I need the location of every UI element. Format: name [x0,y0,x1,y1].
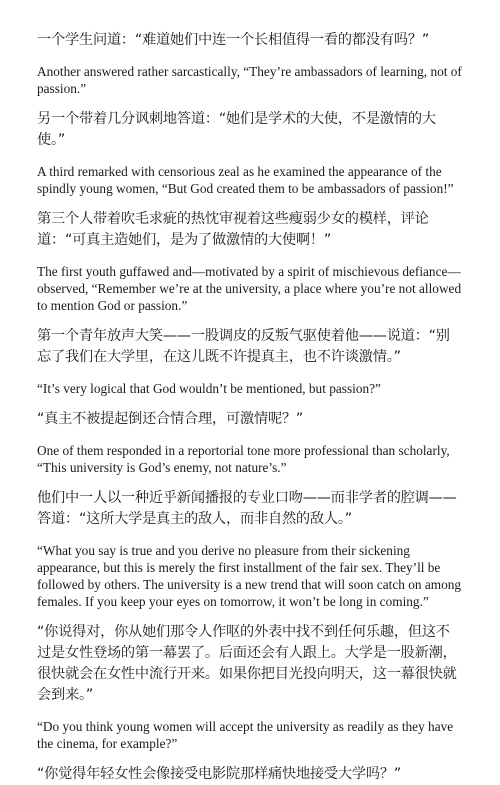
paragraph-en-3: The first youth guffawed and—motivated by a spirit of mischievous defiance—observed, “Remember we’re at the university, a place where you’re not allowed to mention God or passion.” [37,264,462,313]
paragraph-en-5: One of them responded in a reportorial tone more professional than scholarly, “This university is God’s enemy, not nature’s.” [37,443,450,475]
paragraph-zh-8: “你觉得年轻女性会像接受电影院那样痛快地接受大学吗？” [37,766,401,782]
paragraph-zh-3: 第三个人带着吹毛求疵的热忱审视着这些瘦弱少女的模样，评论道：“可真主造她们，是为了做激情的大使啊！” [37,211,429,248]
paragraph-en-2: A third remarked with censorious zeal as he examined the appearance of the spindly young women, “But God created them to be ambassadors of passion!” [37,164,454,196]
paragraph-zh-6: 他们中一人以一种近乎新闻播报的专业口吻——而非学者的腔调——答道：“这所大学是真主的敌人，而非自然的敌人。” [37,490,457,527]
paragraph-en-6: “What you say is true and you derive no pleasure from their sickening appearance, but this is merely the first installment of the fair sex. They’ll be followed by others. The university is a new trend that will soon catch on among females. If you keep your eyes on tomorrow, it won’t be long in coming.” [37,543,462,609]
paragraph-zh-5: “真主不被提起倒还合情合理，可激情呢？” [37,411,304,427]
paragraph-zh-1: 一个学生问道：“难道她们中连一个长相值得一看的都没有吗？” [37,32,429,48]
paragraph-en-1: Another answered rather sarcastically, “They’re ambassadors of learning, not of passion.” [37,64,462,96]
paragraph-en-4: “It’s very logical that God wouldn’t be mentioned, but passion?” [37,381,381,396]
paragraph-zh-2: 另一个带着几分讽刺地答道：“她们是学术的大使，不是激情的大使。” [37,111,436,148]
paragraph-zh-4: 第一个青年放声大笑——一股调皮的反叛气驱使着他——说道：“别忘了我们在大学里，在这儿既不许提真主，也不许谈激情。” [37,328,450,365]
paragraph-zh-7: “你说得对，你从她们那令人作呕的外表中找不到任何乐趣，但这不过是女性登场的第一幕罢了。后面还会有人跟上。大学是一股新潮，很快就会在女性中流行开来。如果你把目光投向明天，这一幕很快就会到来。” [37,624,457,703]
paragraph-en-7: “Do you think young women will accept the university as readily as they have the cinema, for example?” [37,719,454,751]
